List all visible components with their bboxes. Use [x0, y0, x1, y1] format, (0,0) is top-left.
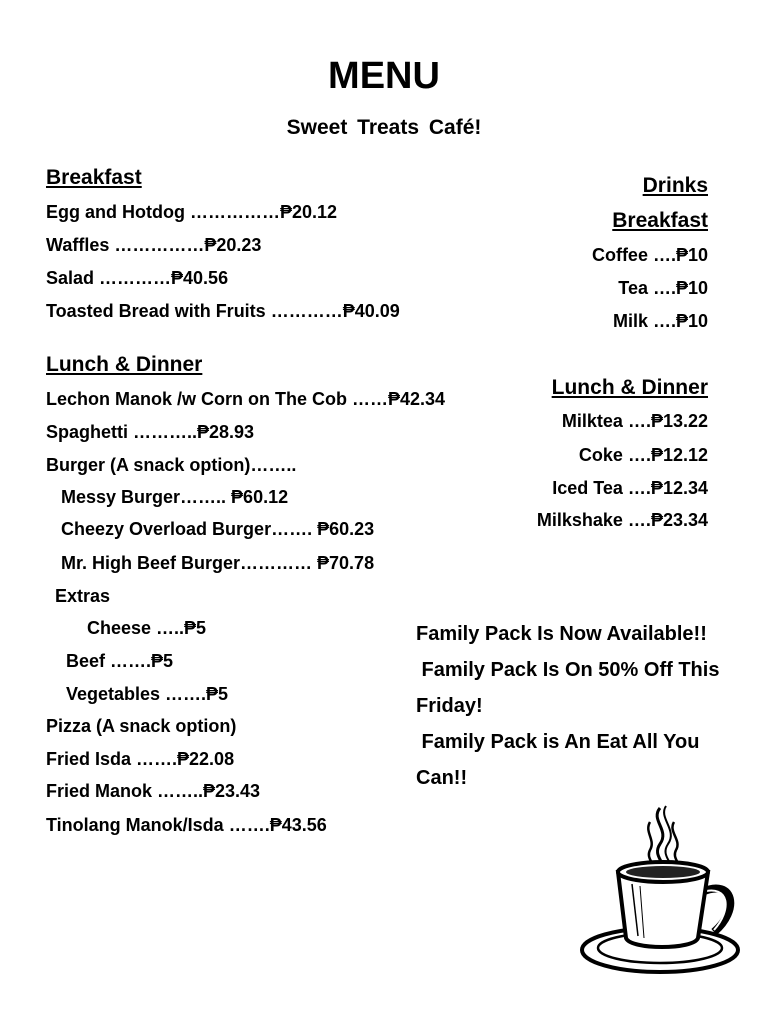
drinks-heading: Drinks: [642, 174, 708, 197]
food-breakfast-item: Salad …………₱40.56: [46, 268, 229, 288]
drinks-lunch-item: Milktea ….₱13.22: [561, 411, 708, 431]
food-lunch-item: Pizza (A snack option): [46, 716, 237, 736]
promo-line: Family Pack is An Eat All You: [416, 731, 700, 753]
food-lunch-item: Messy Burger…….. ₱60.12: [61, 487, 289, 507]
cafe-name: Sweet Treats Café!: [286, 116, 482, 139]
drinks-lunch-item: Iced Tea ….₱12.34: [552, 478, 708, 498]
food-extras-item: Cheese …..₱5: [87, 618, 207, 638]
food-extras-item: Vegetables …….₱5: [66, 684, 229, 704]
food-lunch-item: Spaghetti ………..₱28.93: [46, 422, 255, 442]
menu-title: MENU: [328, 55, 440, 97]
drinks-lunch-item: Milkshake ….₱23.34: [536, 510, 708, 530]
food-extras-label: Extras: [55, 586, 111, 606]
drinks-breakfast-item: Milk ….₱10: [612, 311, 708, 331]
promo-line: Family Pack Is On 50% Off This: [416, 659, 720, 681]
food-breakfast-heading: Breakfast: [46, 166, 142, 189]
food-breakfast-item: Toasted Bread with Fruits …………₱40.09: [46, 301, 400, 321]
food-lunch-dinner-heading: Lunch & Dinner: [46, 353, 203, 376]
drinks-breakfast-item: Tea ….₱10: [618, 278, 708, 298]
coffee-cup-icon: [574, 800, 750, 978]
food-lunch-item: Fried Manok ……..₱23.43: [46, 781, 261, 801]
food-breakfast-item: Egg and Hotdog ……………₱20.12: [46, 202, 338, 222]
drinks-breakfast-item: Coffee ….₱10: [591, 245, 708, 265]
promo-line: Can!!: [416, 767, 468, 789]
drinks-lunch-dinner-heading: Lunch & Dinner: [551, 376, 708, 399]
food-lunch-item: Fried Isda …….₱22.08: [46, 749, 235, 769]
food-lunch-item: Cheezy Overload Burger……. ₱60.23: [61, 519, 375, 539]
drinks-lunch-item: Coke ….₱12.12: [578, 445, 708, 465]
food-breakfast-item: Waffles ……………₱20.23: [46, 235, 262, 255]
food-lunch-item: Lechon Manok /w Corn on The Cob ……₱42.34: [46, 389, 446, 409]
food-lunch-item: Tinolang Manok/Isda …….₱43.56: [46, 815, 327, 835]
promo-line: Friday!: [416, 695, 483, 717]
promo-line: Family Pack Is Now Available!!: [416, 623, 707, 645]
food-lunch-item: Mr. High Beef Burger………… ₱70.78: [61, 553, 375, 573]
food-extras-item: Beef …….₱5: [66, 651, 174, 671]
food-lunch-item: Burger (A snack option)……..: [46, 455, 297, 475]
drinks-breakfast-heading: Breakfast: [612, 209, 708, 232]
